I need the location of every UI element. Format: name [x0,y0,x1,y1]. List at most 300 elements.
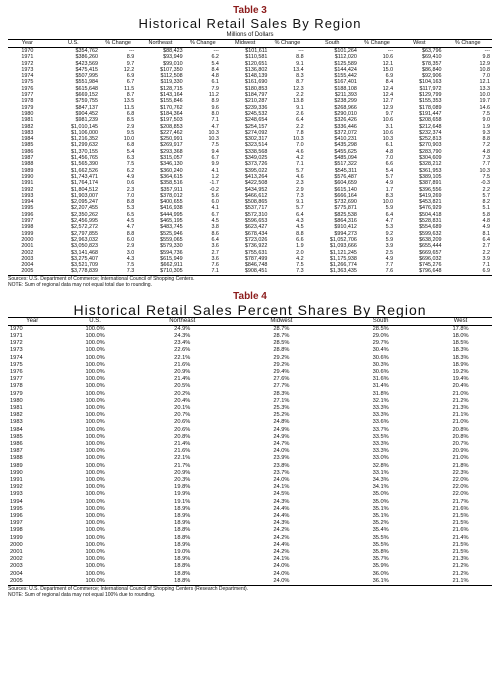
table-cell: $434,952 [244,186,268,193]
column-header: % Change [359,40,395,48]
table-cell: 2002 [10,556,23,563]
table-cell: $846,748 [244,262,268,269]
table-cell: 18.9% [174,520,191,527]
table-row [8,268,492,275]
table-cell: $211,393 [334,92,357,99]
table-cell: $78,357 [422,60,442,67]
column-header: % Change [185,40,221,48]
table-cell: 21.6% [174,361,191,368]
table-cell: --- [387,48,394,54]
table-cell: 21.5% [452,512,469,519]
table-cell: 7.3 [482,155,490,162]
table-cell: 1974 [21,73,34,80]
table-cell: 1990 [10,469,23,476]
table-cell: 18.3% [452,354,469,361]
column-header: U.S. [56,317,133,325]
column-header: Midwest [231,317,333,325]
table-cell: 20.6% [174,426,191,433]
table-cell: 24.0% [231,578,333,586]
table-cell: 20.8% [174,433,191,440]
table-cell: -0.3 [480,180,490,187]
table-cell: 35.9% [372,563,389,570]
table-cell: 20.7% [452,440,469,447]
table-cell: $864,316 [334,218,357,225]
table-row [8,362,492,369]
table-cell: $373,726 [244,161,268,168]
table-cell: 10.8 [479,66,490,73]
table-cell: 100.0% [85,556,105,563]
table-row [8,333,492,340]
table-row [8,224,492,230]
table-cell: 100.0% [85,368,105,375]
table-cell: 8.3 [296,73,304,80]
table-cell: 8.4 [385,79,394,86]
table-cell: 100.0% [85,404,105,411]
table-cell: $796,648 [395,268,443,275]
table-cell: 24.9% [273,433,290,440]
table-cell: $1,565,390 [70,161,98,168]
table-cell: 33.0% [372,455,389,462]
table-cell: 1971 [21,54,34,61]
table-cell: $86,840 [422,66,442,73]
table-cell: $336,446 [334,123,357,130]
table-cell: 1972 [21,60,34,67]
table-cell: 17.8% [452,325,469,332]
table-cell: $395,022 [244,167,268,174]
table-cell: 21.5% [452,548,469,555]
table-cell: 12.9 [479,60,490,67]
table-cell: 7.1 [211,117,219,124]
table-cell: 7.5 [126,161,135,168]
table-cell: $212,648 [419,123,442,130]
table-cell: 30.4% [372,347,389,354]
table-cell: 1988 [21,161,34,168]
table-cell: $596,653 [244,218,268,225]
table-cell: 10.0 [382,199,394,206]
table-cell: 100.0% [85,397,105,404]
table-cell: $63,796 [422,48,442,54]
table-cell: 30.6% [372,368,389,375]
table-cell: $579,330 [160,243,183,250]
table-cell: $104,163 [419,79,442,86]
table-row [8,405,492,412]
table-cell: 24.2% [273,534,290,541]
table-row [8,48,492,55]
table-cell: 100.0% [85,476,105,483]
table-cell: 6.4 [211,236,219,243]
table-cell: $338,568 [244,148,268,155]
table-cell: $2,572,272 [70,224,98,231]
table-cell: $594,736 [160,249,183,256]
table-cell: 8.7 [126,92,135,99]
table-cell: $128,715 [160,85,183,92]
table-cell: 6.8 [126,142,135,149]
table-cell: 100.0% [85,412,105,419]
table-row [8,243,492,249]
table-cell: 24.7% [273,440,290,447]
table-cell: 1977 [10,376,23,383]
table-cell: 18.8% [174,527,191,534]
table-cell: $210,287 [244,98,268,105]
table-cell: $2,797,855 [70,230,98,237]
table-row [8,355,492,362]
table-cell: 1996 [21,211,34,218]
table-cell: 12.1 [479,79,490,86]
table-cell: $208,853 [160,123,183,130]
table-cell: 20.1% [174,404,191,411]
table-cell: 1971 [10,332,23,339]
table-cell: 100.0% [85,498,105,505]
table-cell: 10.3 [479,167,490,174]
table-cell: $710,305 [136,268,184,275]
table-cell: $360,240 [160,167,183,174]
table-row [8,491,492,498]
table-cell: 33.7% [372,426,389,433]
table-row [8,549,492,556]
table-cell: 20.4% [452,383,469,390]
column-header: Year [8,317,56,325]
table-cell: 1978 [10,383,23,390]
table-cell: 1997 [21,218,34,225]
table-row [8,441,492,448]
table-cell: 5.6 [211,192,219,199]
table-cell: $248,654 [244,117,268,124]
table-cell: 21.6% [452,505,469,512]
table-cell: 6.4 [482,236,490,243]
table-cell: $1,299,632 [70,142,98,149]
table-cell: -0.2 [209,186,219,193]
table-cell: 1978 [21,98,34,105]
table-cell: --- [213,48,219,54]
table-cell: $107,350 [160,66,183,73]
table-cell: 8.8 [296,54,304,61]
table-cell: 100.0% [85,505,105,512]
table-cell: 9.5 [126,129,135,136]
table-cell: 31.4% [372,383,389,390]
table-cell: 6.4 [296,211,304,218]
table-cell: 1.7 [385,186,394,193]
table-row [8,383,492,390]
table-cell: $354,762 [75,48,98,54]
table-cell: 28.5% [372,325,389,332]
table-row [8,231,492,237]
table-cell: 1994 [10,498,23,505]
table-cell: 2.3 [296,180,304,187]
table-cell: 100.0% [85,376,105,383]
table-cell: 1972 [10,340,23,347]
table-cell: 10.0 [123,136,135,143]
table-cell: 4.9 [126,173,135,180]
table-cell: 8.2 [482,199,490,206]
table-cell: 33.6% [372,419,389,426]
table-cell: 32.1% [372,397,389,404]
table-cell: 29.0% [372,332,389,339]
table-cell: 33.1% [372,469,389,476]
table-cell: 1988 [10,455,23,462]
table-cell: 2.6 [296,110,304,117]
table-cell: 24.3% [174,332,191,339]
table-cell: 21.1% [429,578,492,586]
table-cell: 12.9 [382,104,394,111]
table-row [8,180,492,186]
table-cell: 4.5 [211,218,219,225]
table-cell: 12.2 [123,66,135,73]
table-cell: 6.7 [211,211,219,218]
table-cell: 8.7 [296,79,304,86]
table-cell: 9.7 [126,60,135,67]
table-cell: 8.8 [126,230,135,237]
table-cell: 13.4 [293,66,304,73]
table-cell: 19.2% [452,368,469,375]
table-cell: 2005 [8,578,56,586]
table-cell: $908,451 [221,268,269,275]
table-cell: 1973 [10,347,23,354]
table-cell: 6.7 [126,79,135,86]
table-cell: $117,972 [419,85,442,92]
table-cell: $302,317 [244,136,268,143]
table-cell: 12.4 [382,92,394,99]
table-cell: 2.9 [296,186,304,193]
table-cell: 5.9 [385,236,394,243]
table-row [8,369,492,376]
table-cell: 7.7 [482,161,490,168]
table-row [8,477,492,484]
table-cell: 21.3% [452,556,469,563]
table-row [8,455,492,462]
table-cell: 6.0 [126,236,135,243]
table-cell: $413,264 [244,173,268,180]
table-row [8,142,492,148]
table-cell: 21.0% [452,455,469,462]
table-cell: --- [128,48,135,54]
table-cell: 7.0 [385,155,394,162]
table-cell: 2004 [10,570,23,577]
table-cell: 1992 [21,186,34,193]
table-cell: 4.2 [296,155,304,162]
table-cell: $227,462 [160,129,183,136]
table-cell: 13.5 [123,98,135,105]
table-cell: 23.4% [174,340,191,347]
table-cell: $400,655 [160,199,183,206]
table-cell: $723,026 [244,236,268,243]
table-cell: $410,231 [334,136,357,143]
table-row [8,325,492,333]
table-cell: 1.2 [211,173,219,180]
table-cell: 28.8% [273,347,290,354]
table-row [8,556,492,563]
table-row [8,571,492,578]
table-cell: 1987 [10,448,23,455]
table-cell: $678,434 [244,230,268,237]
table-cell: 3.0 [126,249,135,256]
table-cell: 1.9 [482,123,490,130]
table-cell: 12.3 [293,85,304,92]
table-cell: $184,797 [244,92,268,99]
table-3-body [8,48,492,276]
table-cell: 1992 [10,484,23,491]
table-cell: $775,871 [334,205,357,212]
table-cell: 4.7 [211,123,219,130]
table-4 [8,317,492,586]
table-cell: $112,508 [160,73,183,80]
table-cell: 29.2% [273,354,290,361]
table-cell: 5.9 [385,205,394,212]
table-row [8,484,492,491]
table-cell: 2.2 [296,123,304,130]
table-cell: $136,802 [244,66,268,73]
table-cell: $504,418 [419,211,442,218]
table-cell: $184,364 [160,110,183,117]
table-cell: 100.0% [85,419,105,426]
table-row [8,427,492,434]
table-cell: $315,057 [160,155,183,162]
table-cell: 18.9% [174,512,191,519]
table-cell: $396,556 [419,186,442,193]
table-cell: $1,175,938 [329,255,357,262]
table-cell: 21.8% [452,462,469,469]
table-cell: 6.4 [385,211,394,218]
table-cell: 4.9 [385,180,394,187]
table-cell: 8.5 [126,117,135,124]
table-cell: 21.5% [452,520,469,527]
table-cell: 19.9% [174,491,191,498]
table-cell: $2,350,262 [70,211,98,218]
table-cell: 28.7% [273,325,290,332]
table-cell: 21.4% [452,534,469,541]
table-cell: 35.5% [372,541,389,548]
table-cell: 23.8% [273,462,290,469]
table-cell: 33.3% [372,404,389,411]
table-cell: $129,799 [419,92,442,99]
table-cell: 1991 [21,180,34,187]
table-cell: 8.1 [482,230,490,237]
table-cell: 7.5 [296,262,304,269]
table-cell: 1995 [21,205,34,212]
table-cell: 4.9 [482,224,490,231]
table-cell: $1,363,435 [306,268,359,275]
table-cell: 5.7 [296,167,304,174]
table-cell: 2000 [21,236,34,243]
table-row [8,542,492,549]
table-cell: 7.9 [211,85,219,92]
table-cell: 24.8% [273,419,290,426]
table-4-source: Sources: U.S. Department of Commerce; International Council of Shopping Centers (Research Department). [8,586,249,592]
table-cell: 35.0% [372,498,389,505]
table-cell: $238,299 [334,98,357,105]
table-cell: 20.9% [174,368,191,375]
table-cell: $638,209 [419,236,442,243]
table-cell: 1985 [21,142,34,149]
table-cell: 2.9 [126,243,135,250]
table-cell: 24.0% [273,570,290,577]
table-cell: 24.9% [174,325,191,332]
table-cell: 3.1 [385,123,394,130]
table-cell: 2003 [10,563,23,570]
table-cell: 21.2% [452,563,469,570]
table-cell: 2.2 [296,92,304,99]
table-cell: 100.0% [85,390,105,397]
table-cell: 8.4 [211,66,219,73]
table-cell: $508,865 [244,199,268,206]
table-row [8,117,492,123]
table-cell: 8.3 [385,192,394,199]
table-cell: 18.9% [174,541,191,548]
table-cell: 32.8% [372,462,389,469]
table-cell: $1,010,145 [70,123,98,130]
table-cell: 19.7 [479,98,490,105]
table-cell: $1,121,245 [329,249,357,256]
table-cell: 21.5% [452,541,469,548]
table-cell: 100.0% [85,340,105,347]
table-cell: 10.6 [382,54,394,61]
table-row [8,563,492,570]
table-cell: $910,412 [334,224,357,231]
table-cell: 7.6 [211,262,219,269]
table-cell: 1980 [21,110,34,117]
table-cell: 8.9 [126,54,135,61]
table-cell: -1.7 [209,180,219,187]
table-cell: 100.0% [85,563,105,570]
table-cell: 4.5 [126,218,135,225]
table-cell: 6.6 [296,236,304,243]
table-cell: 1977 [21,92,34,99]
table-cell: --- [484,48,490,54]
table-cell: 18.5% [452,340,469,347]
table-cell: 100.0% [85,455,105,462]
table-cell: 1974 [10,354,23,361]
table-cell: 24.4% [273,541,290,548]
table-cell: $422,508 [244,180,268,187]
table-cell: $268,966 [334,104,357,111]
table-cell: 7.5 [482,110,490,117]
table-4-label: Table 4 [233,290,267,302]
table-cell: $981,239 [75,117,98,124]
table-cell: 22.6% [174,347,191,354]
table-cell: $476,929 [419,205,442,212]
table-cell: $155,442 [334,73,357,80]
table-cell: $99,010 [163,60,183,67]
table-cell: 31.6% [372,376,389,383]
table-cell: 100.0% [85,361,105,368]
table-cell: 2.3 [126,186,135,193]
table-cell: $559,065 [160,236,183,243]
table-cell: 1976 [21,85,34,92]
table-cell: 9.8 [482,54,490,61]
table-cell: $1,903,007 [70,192,98,199]
table-cell: 14.6 [479,104,490,111]
table-row [8,347,492,354]
table-cell: 28.3% [273,390,290,397]
table-cell: 7.5 [126,262,135,269]
table-cell: 9.9 [211,161,219,168]
table-cell: 5.7 [385,173,394,180]
column-header: West [395,40,443,48]
table-cell: 4.8 [385,148,394,155]
table-cell: 4.2 [296,255,304,262]
table-cell: 100.0% [85,448,105,455]
table-cell: $435,298 [334,142,357,149]
table-cell: $1,052,706 [329,236,357,243]
table-cell: 6.9 [385,73,394,80]
table-cell: 20.9% [174,469,191,476]
table-cell: 24.0% [273,563,290,570]
table-cell: 100.0% [85,548,105,555]
table-cell: 4.1 [211,167,219,174]
table-cell: $112,020 [334,54,357,61]
table-cell: 35.2% [372,520,389,527]
table-cell: $551,984 [75,79,98,86]
table-cell: $254,157 [244,123,268,130]
